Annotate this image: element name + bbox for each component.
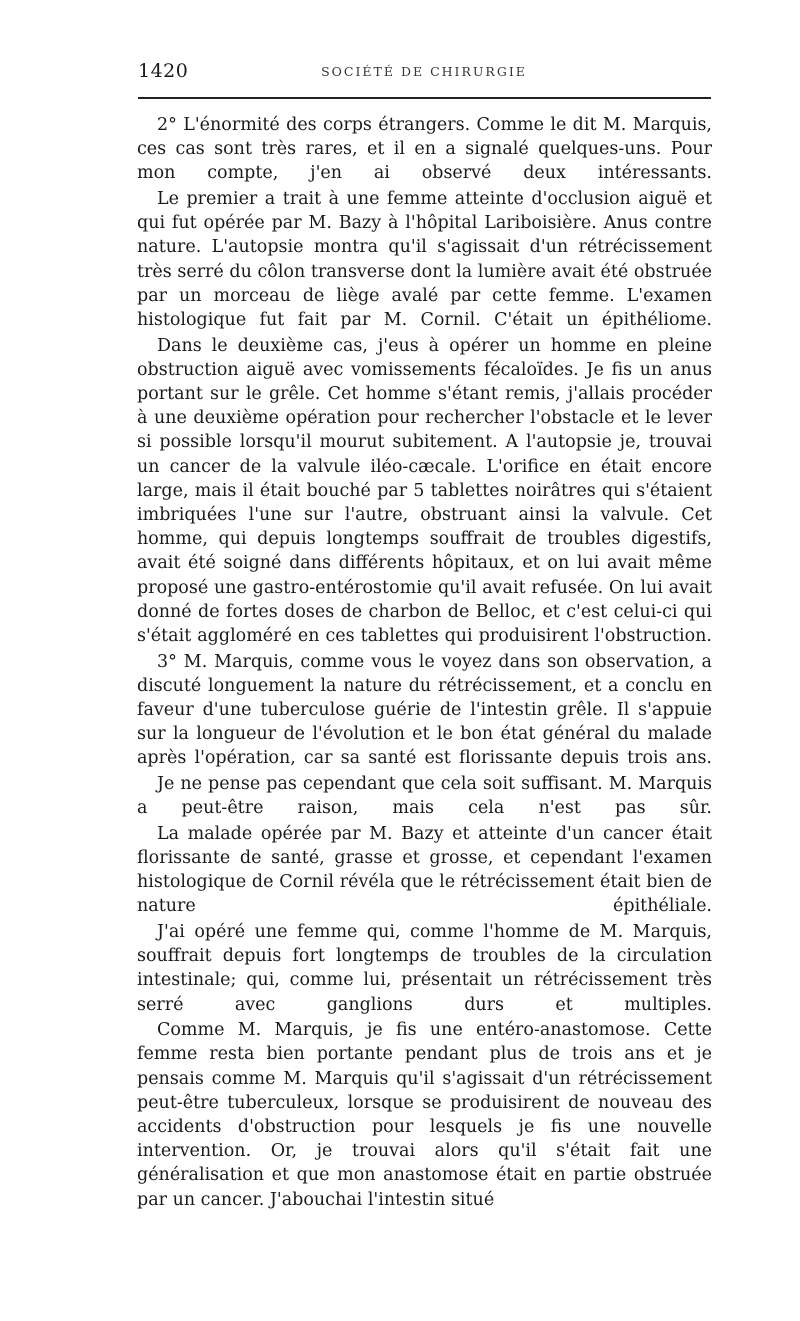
paragraph: Dans le deuxième cas, j'eus à opérer un homme en pleine obstruction aiguë avec vomissements fécaloïdes. Je fis un anus portant sur le grêle. Cet homme s'étant remis, j'allais procéder à une deuxième opération pour rechercher l'obstacle et le lever si possible lorsqu'il mourut subitement. A l'autopsie je, trouvai un cancer de la valvule iléo-cæcale. L'orifice en était encore large, mais il était bouché par 5 tablettes noirâtres qui s'étaient imbriquées l'une sur l'autre, obstruant ainsi la valvule. Cet homme, qui depuis longtemps souffrait de troubles digestifs, avait été soigné dans différents hôpitaux, et on lui avait même proposé une gastro-entérostomie qu'il avait refusée. On lui avait donné de fortes doses de charbon de Belloc, et c'est celui-ci qui s'était aggloméré en ces tablettes qui produisirent l'obstruction. (137, 335, 712, 647)
running-title: SOCIÉTÉ DE CHIRURGIE (321, 64, 527, 79)
paragraph: 3° M. Marquis, comme vous le voyez dans son observation, a discuté longuement la nature du rétrécissement, et a conclu en faveur d'une tuberculose guérie de l'intestin grêle. Il s'appuie sur la longueur de l'évolution et le bon état général du malade après l'opération, car sa santé est florissante depuis trois ans. (137, 651, 712, 769)
paragraph: 2° L'énormité des corps étrangers. Comme le dit M. Marquis, ces cas sont très rares, et il en a signalé quelques-uns. Pour mon compte, j'en ai observé deux intéressants. (137, 115, 712, 184)
paragraph: Je ne pense pas cependant que cela soit suffisant. M. Marquis a peut-être raison, mais cela n'est pas sûr. (137, 774, 712, 819)
paragraph: J'ai opéré une femme qui, comme l'homme de M. Marquis, souffrait depuis fort longtemps de troubles de la circulation intestinale; qui, comme lui, présentait un rétrécissement très serré avec ganglions durs et multiples. (137, 922, 712, 1015)
page-header (138, 60, 710, 86)
body-text (137, 113, 712, 1213)
page-number: 1420 (138, 60, 189, 82)
paragraph: Le premier a trait à une femme atteinte d'occlusion aiguë et qui fut opérée par M. Bazy à l'hôpital Lariboisière. Anus contre nature. L'autopsie montra qu'il s'agissait d'un rétrécissement très serré du côlon transverse dont la lumière avait été obstruée par un morceau de liège avalé par cette femme. L'examen histologique fut fait par M. Cornil. C'était un épithéliome. (137, 189, 712, 331)
header-rule (138, 97, 711, 99)
paragraph: Comme M. Marquis, je fis une entéro-anastomose. Cette femme resta bien portante pendant plus de trois ans et je pensais comme M. Marquis qu'il s'agissait d'un rétrécissement peut-être tuberculeux, lorsque se produisirent de nouveau des accidents d'obstruction pour lesquels je fis une nouvelle intervention. Or, je trouvai alors qu'il s'était fait une généralisation et que mon anastomose était en partie obstruée par un cancer. J'abouchai l'intestin situé (137, 1020, 712, 1210)
paragraph: La malade opérée par M. Bazy et atteinte d'un cancer était florissante de santé, grasse et grosse, et cependant l'examen histologique de Cornil révéla que le rétrécissement était bien de nature épithéliale. (137, 823, 712, 917)
